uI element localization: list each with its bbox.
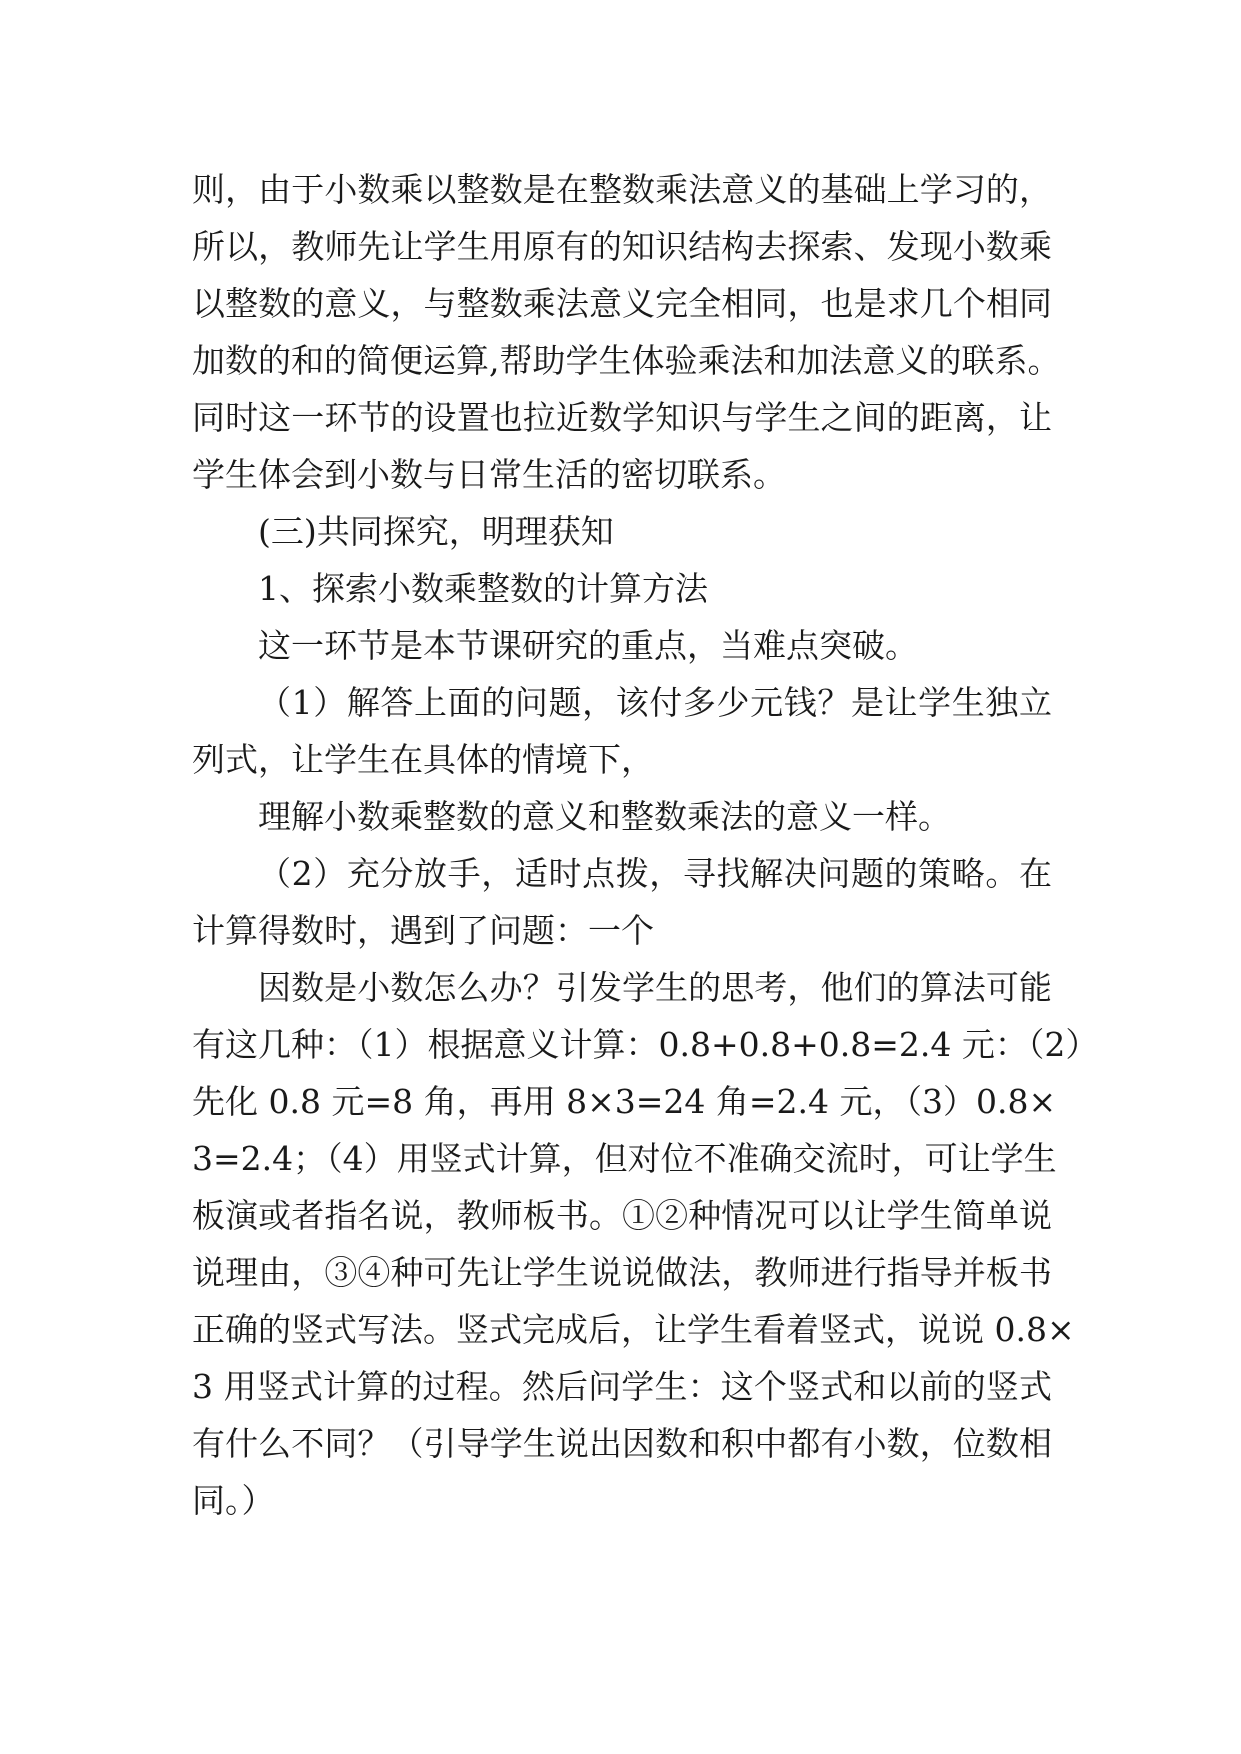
paragraph-line: 列式，让学生在具体的情境下， bbox=[192, 740, 654, 779]
paragraph-line: 同。） bbox=[192, 1481, 275, 1520]
paragraph-line: 这一环节是本节课研究的重点，当难点突破。 bbox=[258, 626, 918, 665]
paragraph-line: 所以，教师先让学生用原有的知识结构去探索、发现小数乘 bbox=[192, 227, 1052, 266]
paragraph-line: 加数的和的简便运算,帮助学生体验乘法和加法意义的联系。 bbox=[192, 341, 1061, 380]
paragraph-line: （2）充分放手，适时点拨，寻找解决问题的策略。在 bbox=[258, 854, 1052, 893]
paragraph-line: 同时这一环节的设置也拉近数学知识与学生之间的距离，让 bbox=[192, 398, 1052, 437]
paragraph-line: 3=2.4；（4）用竖式计算，但对位不准确交流时，可让学生 bbox=[192, 1139, 1057, 1178]
paragraph-line: （1）解答上面的问题，该付多少元钱？是让学生独立 bbox=[258, 683, 1052, 722]
paragraph-line: 因数是小数怎么办？引发学生的思考，他们的算法可能 bbox=[258, 968, 1052, 1007]
paragraph-line: 有什么不同？（引导学生说出因数和积中都有小数，位数相 bbox=[192, 1424, 1052, 1463]
section-heading: (三)共同探究，明理获知 bbox=[258, 512, 614, 551]
paragraph-line: 计算得数时，遇到了问题：一个 bbox=[192, 911, 654, 950]
subsection-heading: 1、探索小数乘整数的计算方法 bbox=[258, 569, 708, 608]
paragraph-line: 有这几种：（1）根据意义计算：0.8+0.8+0.8=2.4 元：（2） bbox=[192, 1025, 1099, 1064]
paragraph-line: 正确的竖式写法。竖式完成后，让学生看着竖式，说说 0.8× bbox=[192, 1310, 1075, 1349]
paragraph-line: 先化 0.8 元=8 角，再用 8×3=24 角=2.4 元，（3）0.8× bbox=[192, 1082, 1057, 1121]
paragraph-line: 则，由于小数乘以整数是在整数乘法意义的基础上学习的， bbox=[192, 170, 1052, 209]
paragraph-line: 理解小数乘整数的意义和整数乘法的意义一样。 bbox=[258, 797, 951, 836]
paragraph-line: 3 用竖式计算的过程。然后问学生：这个竖式和以前的竖式 bbox=[192, 1367, 1052, 1406]
paragraph-line: 说理由，③④种可先让学生说说做法，教师进行指导并板书 bbox=[192, 1253, 1052, 1292]
paragraph-line: 以整数的意义，与整数乘法意义完全相同，也是求几个相同 bbox=[192, 284, 1052, 323]
paragraph-line: 板演或者指名说，教师板书。①②种情况可以让学生简单说 bbox=[192, 1196, 1052, 1235]
paragraph-line: 学生体会到小数与日常生活的密切联系。 bbox=[192, 455, 786, 494]
